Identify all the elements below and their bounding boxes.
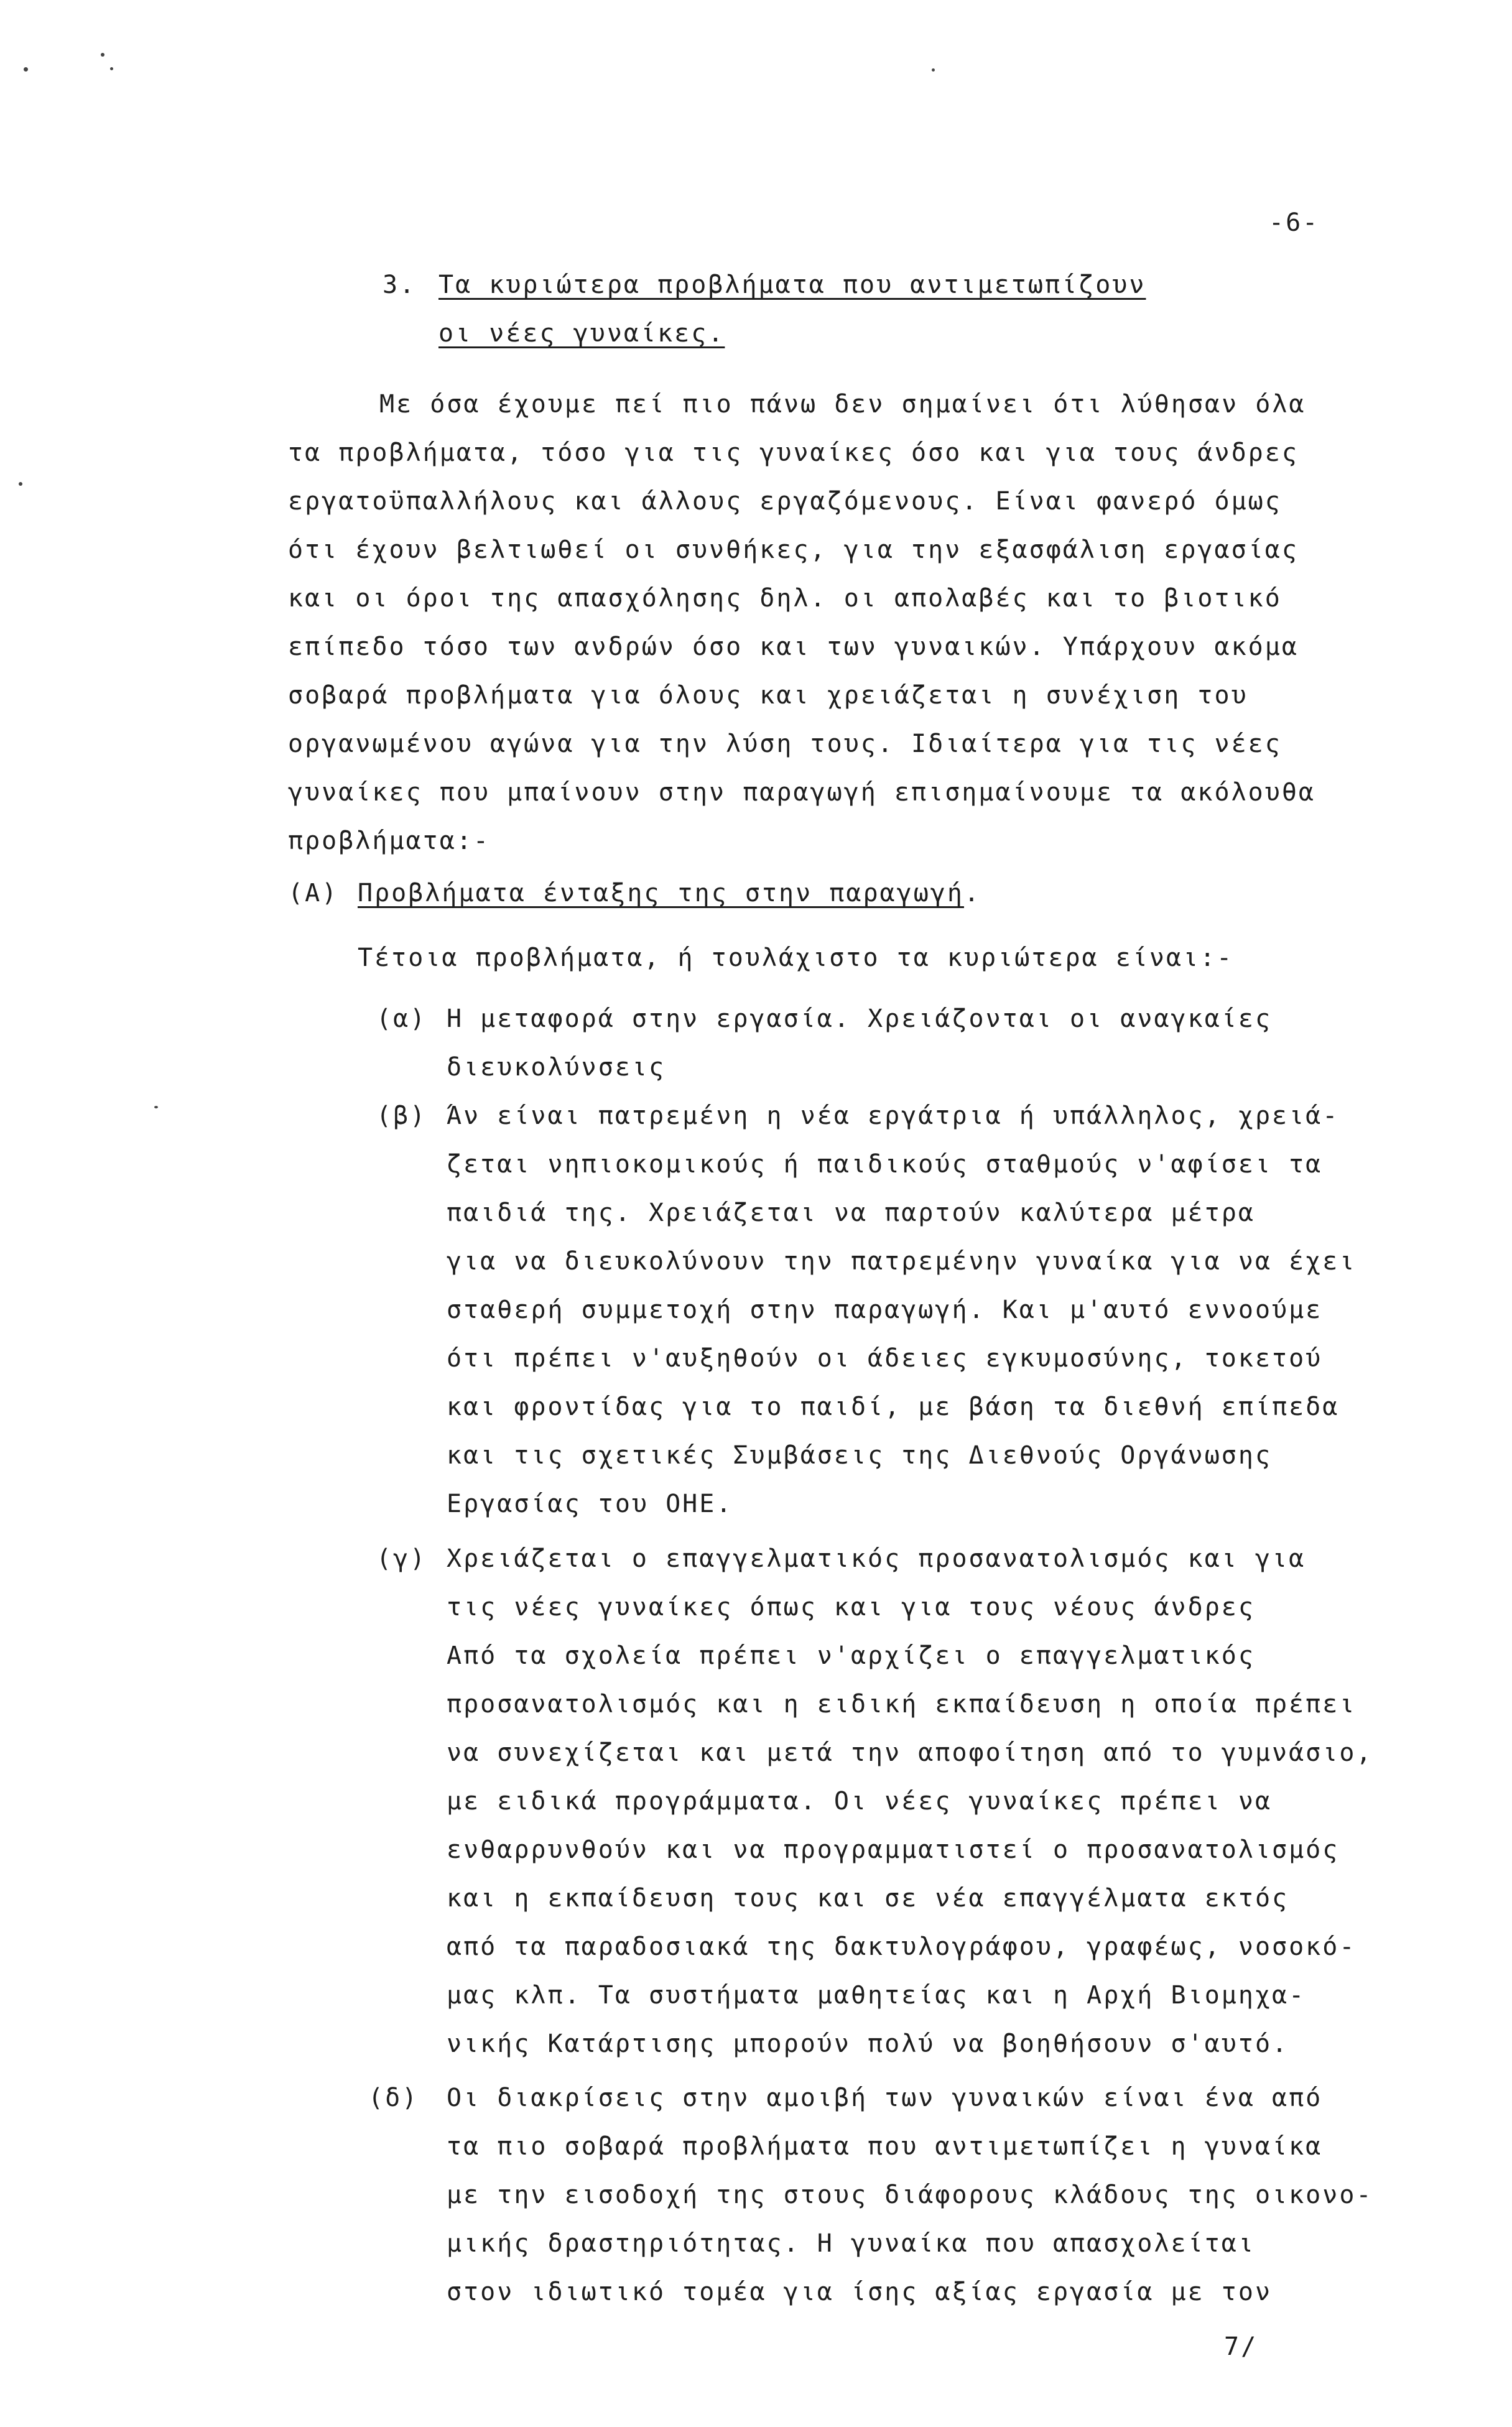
item-c-line: μας κλπ. Τα συστήματα μαθητείας και η Αρχή Βιομηχα-: [447, 1981, 1306, 2010]
intro-line: εργατοϋπαλλήλους και άλλους εργαζόμενους. Είναι φανερό όμως: [288, 487, 1282, 516]
item-marker-c: (γ): [376, 1544, 427, 1573]
intro-line: προβλήματα:-: [288, 827, 490, 855]
intro-line: γυναίκες που μπαίνουν στην παραγωγή επισημαίνουμε τα ακόλουθα: [288, 778, 1316, 807]
intro-line: Με όσα έχουμε πεί πιο πάνω δεν σημαίνει ότι λύθησαν όλα: [379, 390, 1306, 419]
item-a-line: διευκολύνσεις: [447, 1053, 666, 1082]
item-b-line: ότι πρέπει ν'αυξηθούν οι άδειες εγκυμοσύνης, τοκετού: [447, 1344, 1323, 1373]
item-c-line: ενθαρρυνθούν και να προγραμματιστεί ο προσανατολισμός: [447, 1835, 1340, 1864]
item-c-line: από τα παραδοσιακά της δακτυλογράφου, γραφέως, νοσοκό-: [447, 1933, 1357, 1961]
item-d-line: με την εισοδοχή της στους διάφορους κλάδους της οικονο-: [447, 2181, 1373, 2209]
continuation-marker: 7/: [1224, 2332, 1258, 2361]
intro-line: σοβαρά προβλήματα για όλους και χρειάζεται η συνέχιση του: [288, 681, 1248, 710]
section-heading-line1: Τα κυριώτερα προβλήματα που αντιμετωπίζουν: [438, 271, 1146, 299]
intro-line: ότι έχουν βελτιωθεί οι συνθήκες, για την εξασφάλιση εργασίας: [288, 536, 1299, 564]
item-c-line: να συνεχίζεται και μετά την αποφοίτηση από το γυμνάσιο,: [447, 1738, 1373, 1767]
subsection-title: [358, 876, 981, 911]
item-c-line: νικής Κατάρτισης μπορούν πολύ να βοηθήσουν σ'αυτό.: [447, 2030, 1289, 2058]
item-b-line: σταθερή συμμετοχή στην παραγωγή. Και μ'αυτό εννοούμε: [447, 1296, 1323, 1324]
item-b-line: για να διευκολύνουν την πατρεμένην γυναίκα για να έχει: [447, 1247, 1357, 1276]
item-c-line: Χρειάζεται ο επαγγελματικός προσανατολισμός και για: [447, 1544, 1306, 1573]
intro-line: επίπεδο τόσο των ανδρών όσο και των γυναικών. Υπάρχουν ακόμα: [288, 633, 1299, 661]
scan-speck: [154, 1106, 158, 1108]
scan-speck: [24, 67, 28, 72]
item-d-line: μικής δραστηριότητας. Η γυναίκα που απασχολείται: [447, 2229, 1255, 2258]
item-marker-b: (β): [376, 1102, 427, 1130]
item-c-line: προσανατολισμός και η ειδική εκπαίδευση η οποία πρέπει: [447, 1690, 1357, 1719]
subsection-lead: Τέτοια προβλήματα, ή τουλάχιστο τα κυριώτερα είναι:-: [358, 944, 1234, 972]
item-d-line: Οι διακρίσεις στην αμοιβή των γυναικών είναι ένα από: [447, 2084, 1323, 2112]
scan-speck: [101, 53, 104, 57]
item-b-line: και τις σχετικές Συμβάσεις της Διεθνούς Οργάνωσης: [447, 1441, 1273, 1470]
item-b-line: και φροντίδας για το παιδί, με βάση τα διεθνή επίπεδα: [447, 1393, 1340, 1421]
item-b-line: Εργασίας του ΟΗΕ.: [447, 1490, 733, 1518]
item-b-line: Άν είναι πατρεμένη η νέα εργάτρια ή υπάλληλος, χρειά-: [447, 1102, 1340, 1130]
scan-speck: [110, 67, 113, 70]
item-b-line: παιδιά της. Χρειάζεται να παρτούν καλύτερα μέτρα: [447, 1199, 1255, 1227]
scan-speck: [19, 482, 22, 486]
page-number: -6-: [1269, 208, 1320, 237]
item-c-line: τις νέες γυναίκες όπως και για τους νέους άνδρες: [447, 1593, 1255, 1622]
item-d-line: τα πιο σοβαρά προβλήματα που αντιμετωπίζει η γυναίκα: [447, 2132, 1323, 2161]
item-c-line: και η εκπαίδευση τους και σε νέα επαγγέλματα εκτός: [447, 1884, 1289, 1913]
item-marker-d: (δ): [368, 2084, 419, 2112]
item-a-line: Η μεταφορά στην εργασία. Χρειάζονται οι αναγκαίες: [447, 1005, 1273, 1033]
intro-line: και οι όροι της απασχόλησης δηλ. οι απολαβές και το βιοτικό: [288, 584, 1282, 613]
intro-line: οργανωμένου αγώνα για την λύση τους. Ιδιαίτερα για τις νέες: [288, 730, 1282, 758]
scan-speck: [932, 68, 935, 72]
item-marker-a: (α): [376, 1005, 427, 1033]
item-c-line: με ειδικά προγράμματα. Οι νέες γυναίκες πρέπει να: [447, 1787, 1273, 1816]
subsection-title-text: Προβλήματα ένταξης της στην παραγωγή: [358, 879, 964, 907]
subsection-title-period: .: [963, 879, 981, 907]
section-number: 3.: [383, 271, 417, 299]
section-heading-line2: οι νέες γυναίκες.: [438, 319, 725, 348]
item-b-line: ζεται νηπιοκομικούς ή παιδικούς σταθμούς ν'αφίσει τα: [447, 1150, 1323, 1179]
intro-line: τα προβλήματα, τόσο για τις γυναίκες όσο και για τους άνδρες: [288, 439, 1299, 467]
item-d-line: στον ιδιωτικό τομέα για ίσης αξίας εργασία με τον: [447, 2278, 1273, 2306]
subsection-marker: (Α): [288, 879, 339, 907]
item-c-line: Από τα σχολεία πρέπει ν'αρχίζει ο επαγγελματικός: [447, 1641, 1255, 1670]
